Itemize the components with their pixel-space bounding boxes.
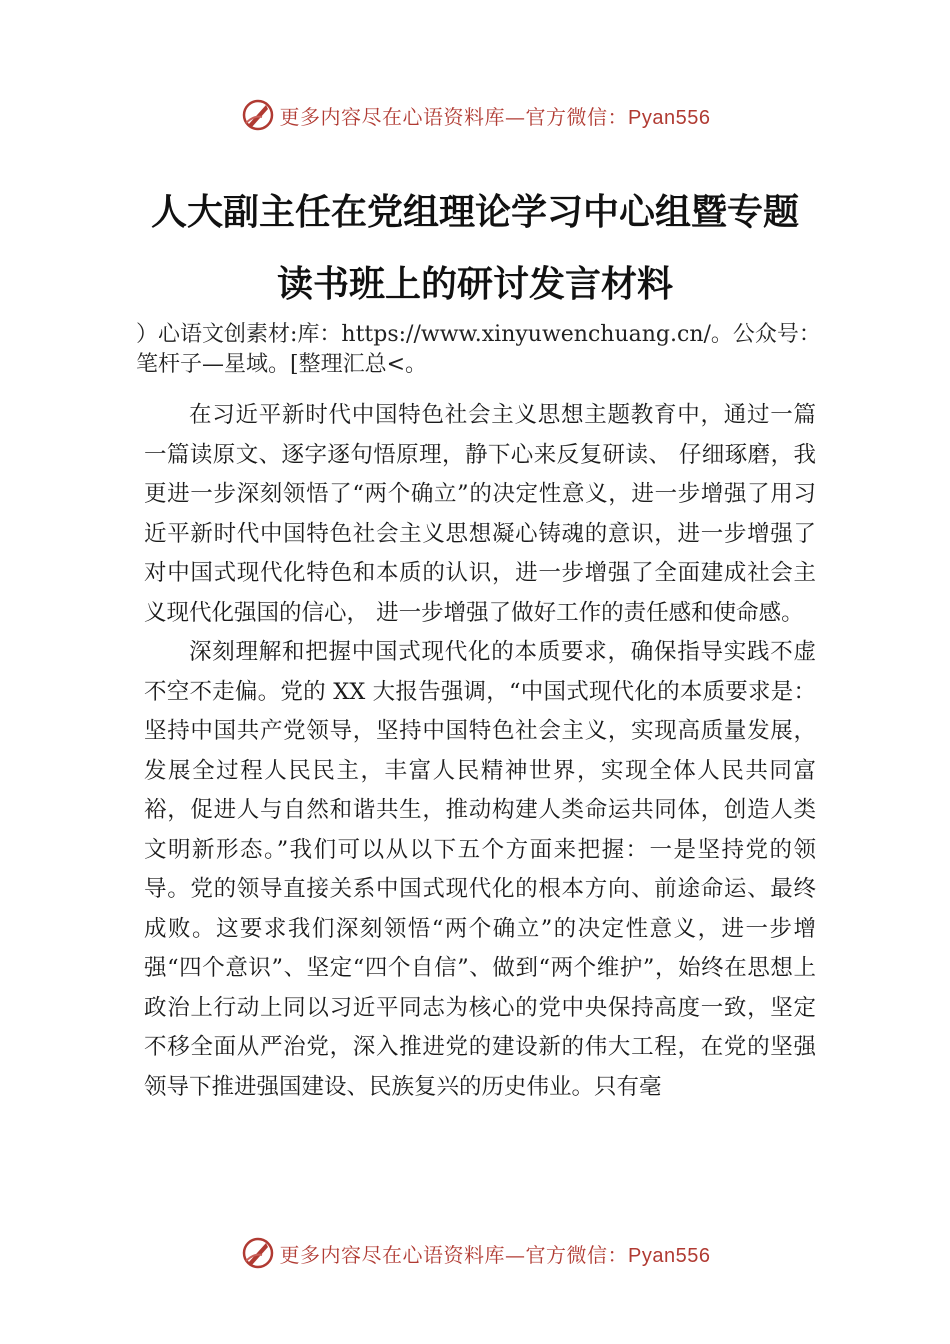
body-paragraph-1: 在习近平新时代中国特色社会主义思想主题教育中，通过一篇一篇读原文、逐字逐句悟原理，静下心来反复研读、 仔细琢磨，我更进一步深刻领悟了“两个确立”的决定性意义，进一步增强了用习近平新时代中国特色社会主义思想凝心铸魂的意识，进一步增强了对中国式现代化特色和本质的认识，进一步增强了全面建成社会主义现代化强国的信心， 进一步增强了做好工作的责任感和使命感。 bbox=[144, 402, 816, 626]
banner-account: Pyan556 bbox=[628, 1244, 711, 1267]
banner-main: 更多内容尽在心语资料库 bbox=[279, 1242, 506, 1267]
footer-banner bbox=[0, 1233, 950, 1273]
quill-logo-icon bbox=[240, 97, 276, 133]
banner-account: Pyan556 bbox=[628, 106, 711, 129]
banner-dash: — bbox=[505, 104, 526, 129]
banner-dash: — bbox=[505, 1242, 526, 1267]
header-banner bbox=[0, 95, 950, 135]
body-paragraph-2: 深刻理解和把握中国式现代化的本质要求，确保指导实践不虚不空不走偏。党的 XX 大报告强调，“中国式现代化的本质要求是：坚持中国共产党领导，坚持中国特色社会主义，实现高质量发展，发展全过程人民民主，丰富人民精神世界，实现全体人民共同富裕，促进人与自然和谐共生，推动构建人类命运共同体，创造人类文明新形态。”我们可以从以下五个方面来把握：一是坚持党的领导。党的领导直接关系中国式现代化的根本方向、前途命运、最终成败。这要求我们深刻领悟“两个确立”的决定性意义，进一步增强“四个意识”、坚定“四个自信”、做到“两个维护”，始终在思想上政治上行动上同以习近平同志为核心的党中央保持高度一致，坚定不移全面从严治党，深入推进党的建设新的伟大工程，在党的坚强领导下推进强国建设、民族复兴的历史伟业。只有毫 bbox=[144, 639, 816, 1100]
document-title-line-2: 读书班上的研讨发言材料 bbox=[276, 263, 673, 305]
quill-logo-icon bbox=[240, 1235, 276, 1271]
banner-wechat-label: 官方微信： bbox=[525, 1242, 629, 1267]
banner-wechat-label: 官方微信： bbox=[525, 104, 629, 129]
banner-text bbox=[280, 101, 711, 130]
banner-main: 更多内容尽在心语资料库 bbox=[279, 104, 506, 129]
document-title-line-1: 人大副主任在党组理论学习中心组暨专题 bbox=[150, 191, 799, 233]
document-body bbox=[144, 396, 816, 1107]
banner-text bbox=[280, 1239, 711, 1268]
source-note: ）心语文创素材:库：https://www.xinyuwenchuang.cn/。公众号：笔杆子—星域。[整理汇总<。 bbox=[136, 322, 821, 377]
